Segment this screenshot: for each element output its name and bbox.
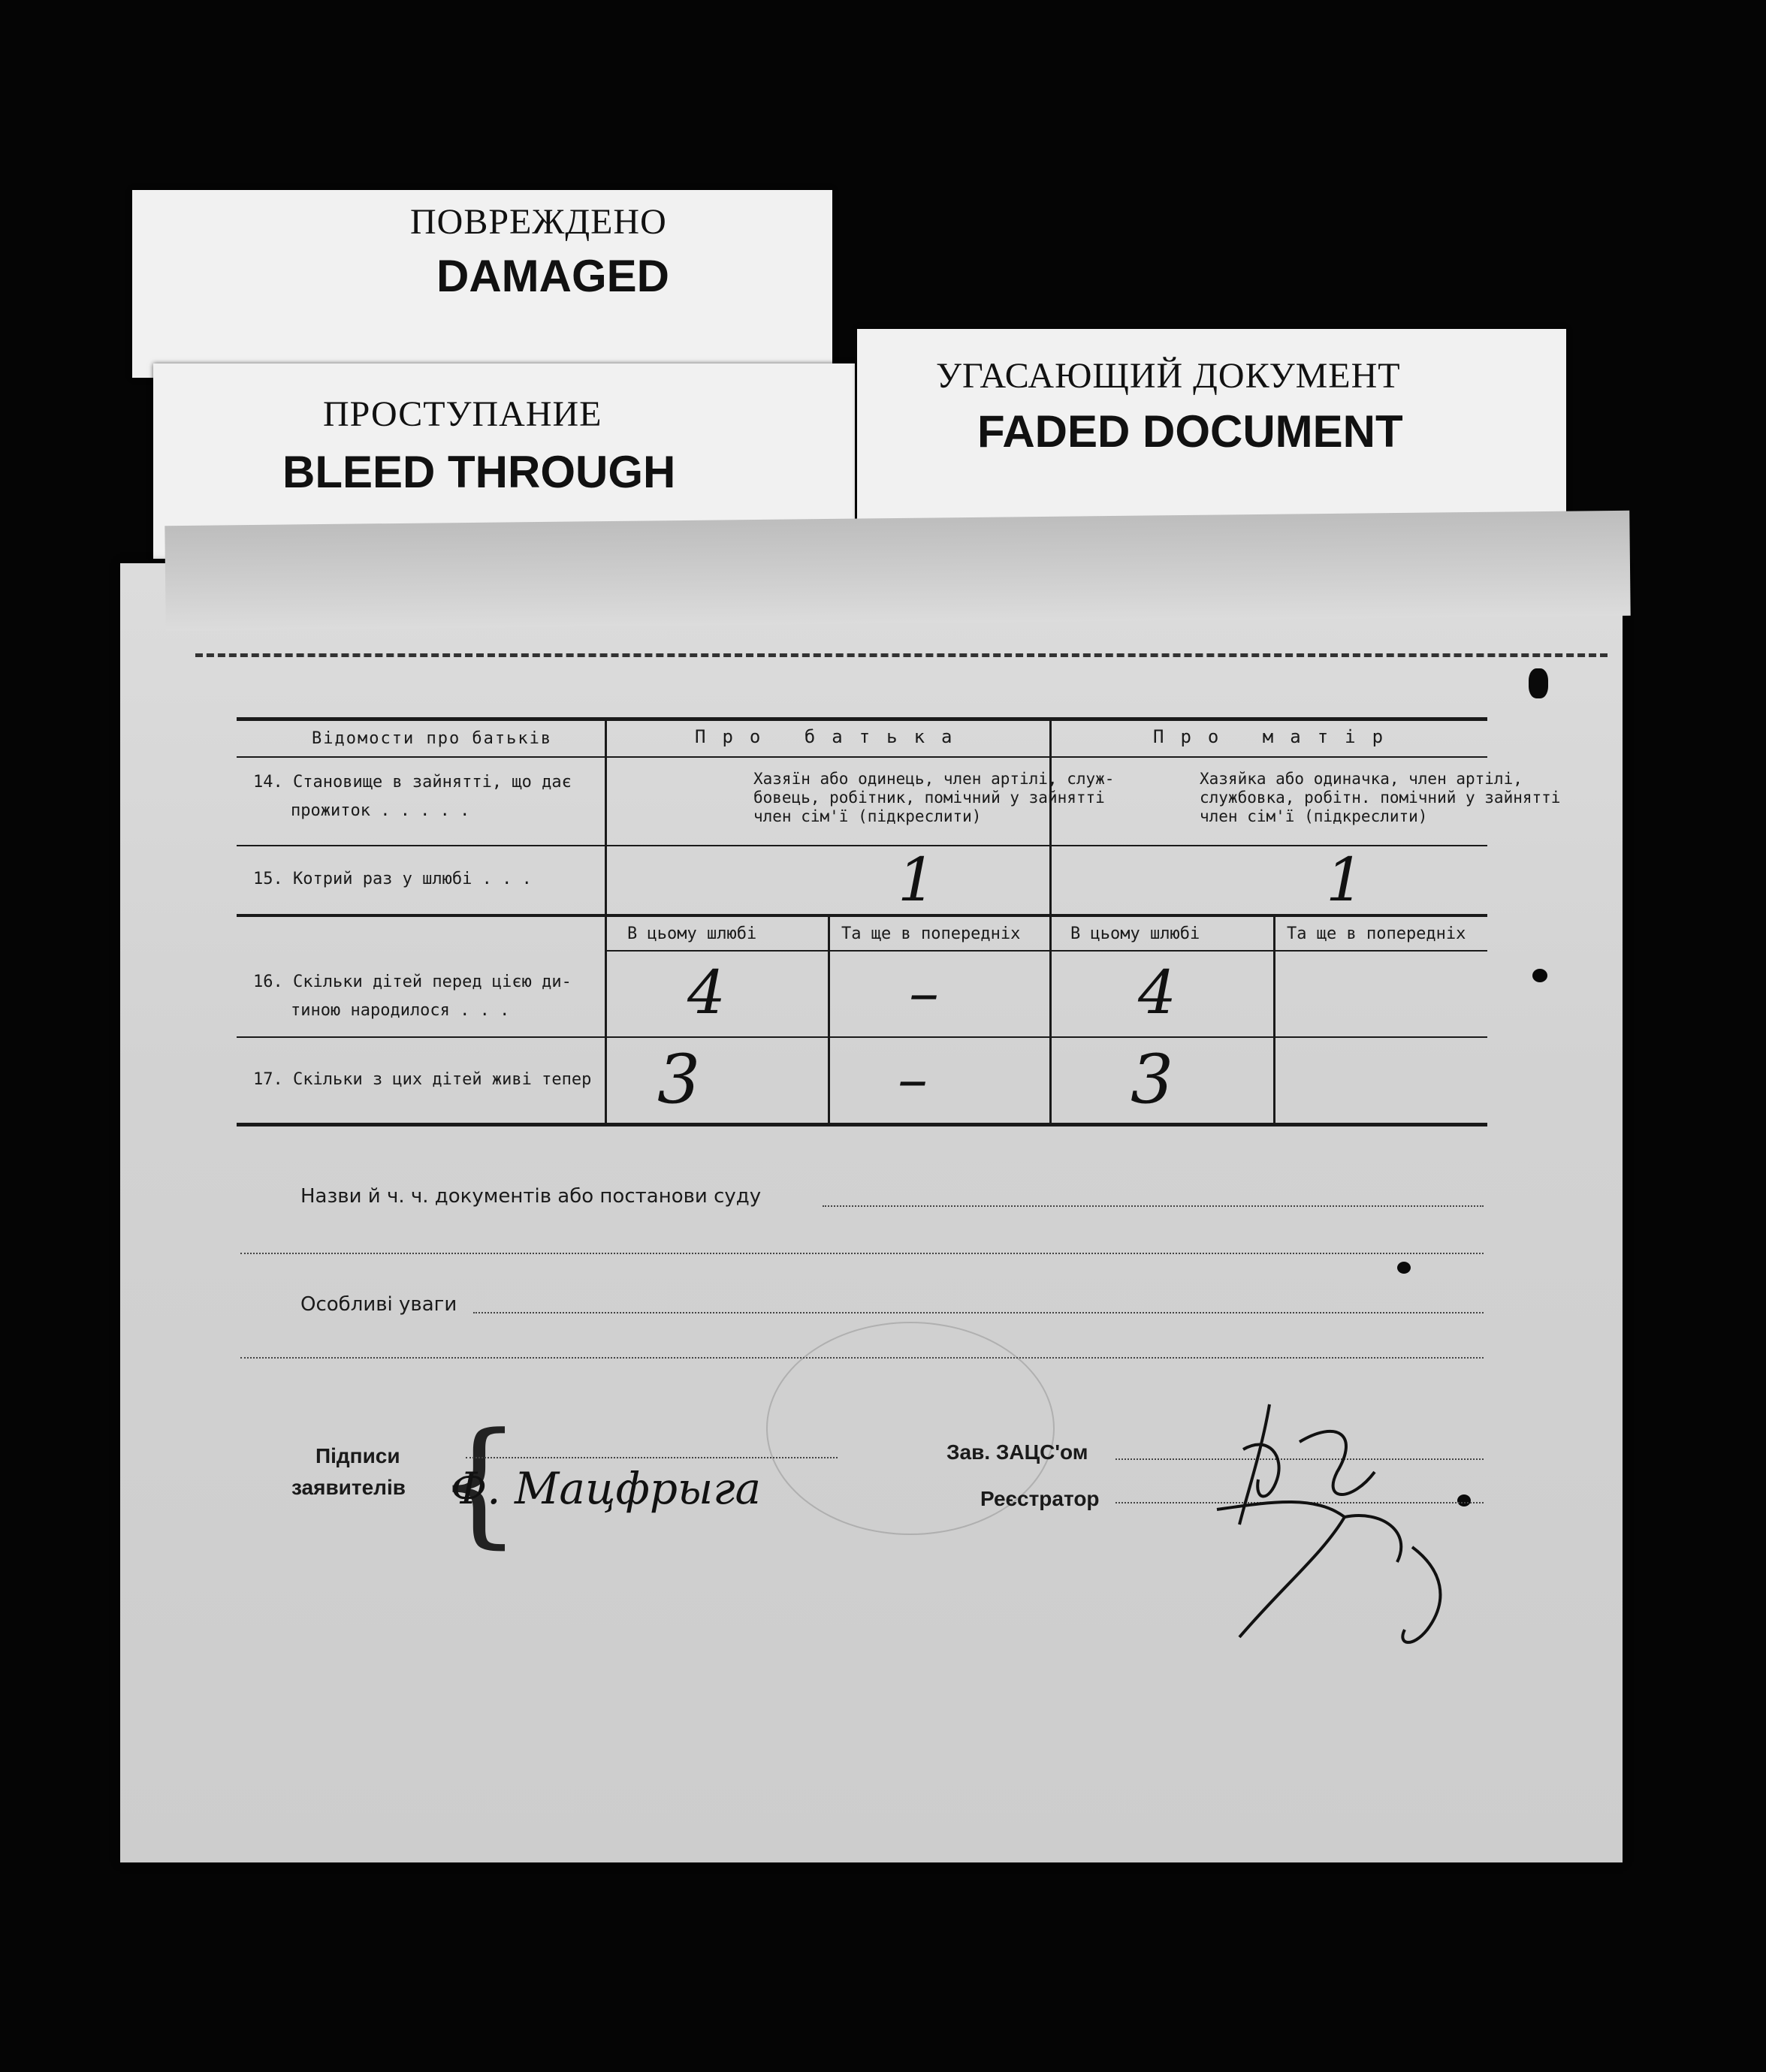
- header-mother: Про матір: [1153, 726, 1400, 747]
- signature-bracket: {: [436, 1404, 522, 1561]
- applicants-signature-label-cont: заявителів: [291, 1476, 406, 1499]
- subheader-mother-previous: Та ще в попередніх: [1287, 924, 1466, 943]
- documents-line: [823, 1205, 1484, 1207]
- subheader-father-previous: Та ще в попередніх: [841, 924, 1021, 943]
- row16-father-previous: –: [909, 958, 939, 1027]
- bleed-card-ru: ПРОСТУПАНИЕ: [323, 394, 602, 434]
- applicant-signature-line: [466, 1457, 838, 1458]
- row15-label: 15. Котрий раз у шлюбі . . .: [253, 870, 532, 888]
- row15-father-value: 1: [898, 845, 936, 915]
- faded-card-ru: УГАСАЮЩИЙ ДОКУМЕНТ: [936, 356, 1401, 396]
- bleed-card-en: BLEED THROUGH: [282, 447, 676, 497]
- subheader-father-this: В цьому шлюбі: [627, 924, 757, 943]
- row16-label-cont: тиною народилося . . .: [291, 1001, 510, 1020]
- row16-father-this: 4: [687, 958, 726, 1027]
- row14-label: 14. Становище в зайнятті, що дає: [253, 773, 572, 792]
- row14-label-cont: прожиток . . . . .: [291, 801, 470, 820]
- row17-father-this: 3: [657, 1040, 701, 1119]
- header-father: Про батька: [695, 726, 969, 747]
- registrar-label: Реєстратор: [980, 1487, 1100, 1510]
- perforation-line: [195, 653, 1608, 657]
- damaged-card-en: DAMAGED: [436, 251, 669, 301]
- subheader-mother-this: В цьому шлюбі: [1070, 924, 1200, 943]
- row14-mother-line1: Хазяйка або одиначка, член артілі,: [1200, 770, 1523, 788]
- documents-label: Назви й ч. ч. документів або постанови суду: [300, 1185, 762, 1208]
- paper-hole: [1397, 1262, 1411, 1274]
- row16-mother-this: 4: [1138, 958, 1176, 1027]
- paper-hole: [1529, 668, 1548, 698]
- row14-father-line1: Хазяїн або одинець, член артілі, служ-: [753, 770, 1115, 788]
- row15-mother-value: 1: [1326, 845, 1364, 915]
- damaged-card: [132, 190, 832, 378]
- notes-line: [473, 1312, 1484, 1313]
- faded-card-en: FADED DOCUMENT: [977, 406, 1403, 457]
- row17-father-previous: –: [898, 1044, 928, 1114]
- header-parents-info: Відомости про батьків: [312, 729, 553, 748]
- row14-father-line2: бовець, робітник, помічний у зайнятті: [753, 789, 1105, 807]
- head-of-registry-label: Зав. ЗАЦС'ом: [946, 1440, 1088, 1464]
- row16-label: 16. Скільки дітей перед цією ди-: [253, 973, 572, 991]
- row14-father-line3: член сім'ї (підкреслити): [753, 807, 982, 825]
- damaged-card-ru: ПОВРЕЖДЕНО: [410, 202, 667, 242]
- paper-hole: [1532, 969, 1547, 982]
- applicants-signature-label: Підписи: [315, 1444, 400, 1467]
- folded-top-edge: [165, 511, 1630, 631]
- row14-mother-line3: член сім'ї (підкреслити): [1200, 807, 1428, 825]
- record-sheet: [120, 563, 1623, 1862]
- row17-label: 17. Скільки з цих дітей живі тепер: [253, 1070, 592, 1089]
- notes-label: Особливі уваги: [300, 1293, 457, 1316]
- applicant-signature: Ф. Мацфрыга: [451, 1463, 762, 1514]
- documents-line-2: [240, 1253, 1484, 1254]
- row17-mother-this: 3: [1131, 1040, 1174, 1119]
- registrar-signature: [1097, 1389, 1487, 1675]
- row14-mother-line2: службовка, робітн. помічний у зайнятті: [1200, 789, 1561, 807]
